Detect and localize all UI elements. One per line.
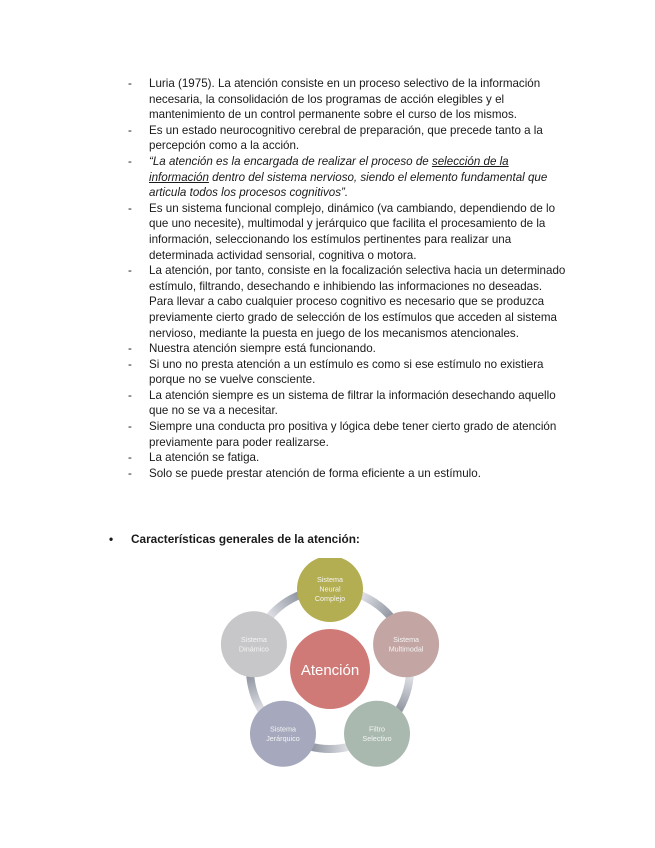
list-item: - La atención siempre es un sistema de filtrar la información desechando aquello que no se va a necesitar. [128,388,556,418]
dash-marker: - [128,201,132,215]
node-label: Selectivo [362,733,392,743]
list-item: - Es un estado neurocognitivo cerebral de preparación, que precede tanto a la percepción como a la acción. [128,123,543,153]
dash-marker: - [128,154,132,168]
attention-cycle-diagram [214,558,446,770]
node-label: Neural [319,584,341,594]
list-item: - Es un sistema funcional complejo, dinámico (va cambiando, dependiendo de lo que uno necesite), multimodal y jerárquico que facilita el procesamiento de la información, seleccionando los estímulos pertinentes para realizar una determinada actividad sensorial, cognitiva o motora. [128,201,556,262]
section-heading-text: Características generales de la atención: [131,532,360,546]
ring-segment [268,594,302,619]
dash-marker: - [128,420,132,434]
list-item: - Nuestra atención siempre está funcionando. [128,342,376,356]
list-item-quote [128,154,568,201]
node-label: Jerárquico [266,733,300,743]
list-item: - La atención, por tanto, consiste en la focalización selectiva hacia un determinado estímulo, filtrando, desechando e inhibiendo las informaciones no deseadas. Para llevar a cabo cualquier proceso cognitivo es necesario que se produzca previamente cierto grado de selección de los estímulos que acceden al sistema nervioso, mediante la puesta en juego de los mecanismos atencionales. [128,264,566,340]
node-label: Complejo [314,594,346,603]
dash-marker: - [128,451,132,465]
quote-text: “La atención es la encargada de realizar el proceso de selección de la información dentro del sistema nervioso, siendo el elemento fundamental que articula todos los procesos cognitivos”. [149,154,548,200]
cycle-diagram-svg [214,558,446,770]
node-label: Sistema [240,635,267,645]
ring-segment [309,746,351,749]
dash-marker: - [128,388,132,402]
list-item: - La atención se fatiga. [128,451,260,465]
node-label: Filtro [369,724,386,734]
dash-marker: - [128,123,132,137]
center-label: Atención [300,662,360,679]
list-item: - Luria (1975). La atención consiste en un proceso selectivo de la información necesaria, la consolidación de los programas de acción elegibles y el mantenimiento de un control permanente sobre el curso de los mismos. [128,77,541,122]
node-label: Multimodal [388,644,424,654]
node-label: Sistema [269,724,296,734]
section-heading [109,532,360,546]
list-item: - Si uno no presta atención a un estímulo es como si ese estímulo no existiera porque no se vuelve consciente. [128,357,544,387]
node-label: Dinámico [238,644,269,654]
list-item: - Solo se puede prestar atención de forma eficiente a un estímulo. [128,466,481,480]
underlined-phrase: selección de la información [149,154,509,184]
dash-marker: - [128,466,132,480]
node-label: Sistema [317,575,343,584]
ring-segment [397,673,410,713]
ring-segment [358,594,392,619]
dash-marker: - [128,342,132,356]
node-label: Sistema [393,635,420,645]
dash-marker: - [128,264,132,278]
dash-marker: - [128,77,132,90]
list-item: - Siempre una conducta pro positiva y lógica debe tener cierto grado de atención previamente para poder realizarse. [128,420,557,449]
dash-marker: - [128,357,132,371]
dash-list [128,76,568,481]
bullet-marker: • [109,532,114,546]
ring-segment [250,673,263,713]
